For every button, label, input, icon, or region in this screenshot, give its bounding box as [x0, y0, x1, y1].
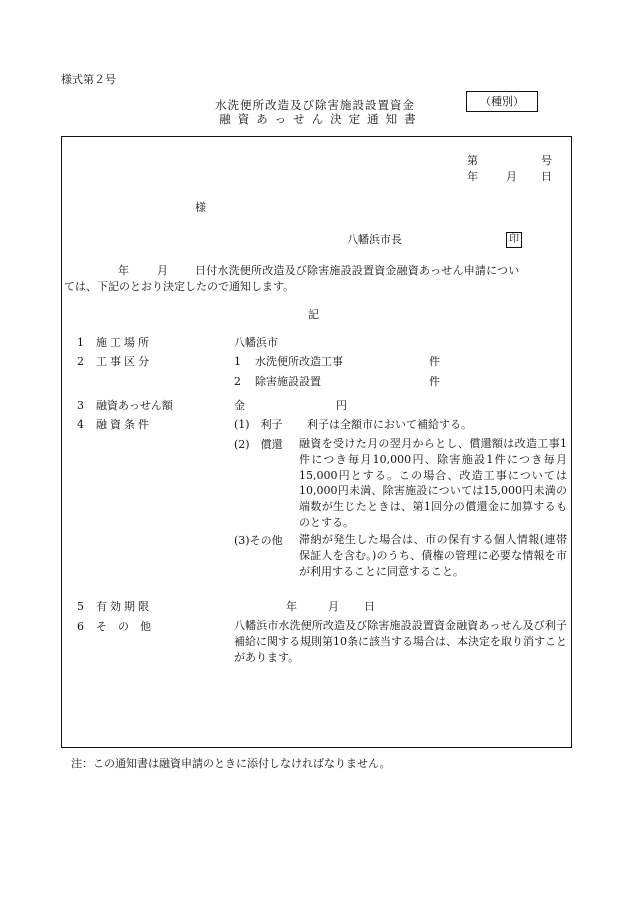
- type-box: （種別）: [466, 91, 538, 112]
- doc-date-month: 月: [506, 170, 517, 183]
- item-5-number: 5: [77, 600, 84, 613]
- item-2-label: 工事区分: [96, 355, 152, 368]
- validity-day: 日: [364, 600, 375, 613]
- item-1-value: 八幡浜市: [234, 336, 278, 349]
- item-3-prefix: 金: [234, 399, 245, 412]
- item-3-number: 3: [77, 399, 84, 412]
- addressee-suffix: 様: [195, 201, 206, 214]
- item-5-label: 有効期限: [96, 600, 152, 613]
- item-6-text: 八幡浜市水洗便所改造及び除害施設設置資金融資あっせん及び利子補給に関する規則第10条に該当する場合は、本決定を取り消すことがあります。: [234, 619, 567, 664]
- item-2-line2-unit: 件: [429, 375, 440, 388]
- item-4-label: 融資条件: [96, 418, 152, 431]
- condition-repayment-tag: (2) 償還: [234, 438, 283, 451]
- condition-repayment-text: 融資を受けた月の翌月からとし、償還額は改造工事1件につき毎月10,000円、除害施設1件につき毎月15,000円とする。この場合、改造工事については10,000円未満、除害施設については15,000円未満の端数が生じたときは、第1回分の償還金に加算するものとする。: [299, 437, 567, 529]
- item-2-line2-no: 2: [234, 375, 241, 388]
- notice-frame: [61, 136, 572, 748]
- item-1-label: 施工場所: [96, 336, 152, 349]
- item-4-number: 4: [77, 418, 84, 431]
- intro-year: 年: [118, 264, 129, 277]
- validity-year: 年: [286, 600, 297, 613]
- issuer: 八幡浜市長: [347, 233, 402, 246]
- item-3-unit: 円: [336, 399, 347, 412]
- ki-heading: 記: [308, 308, 319, 321]
- item-3-label: 融資あっせん額: [96, 399, 173, 412]
- condition-interest-text: 利子は全額市において補給する。: [307, 418, 472, 431]
- seal-mark: 印: [506, 232, 522, 248]
- doc-date-day: 日: [541, 170, 552, 183]
- validity-month: 月: [328, 600, 339, 613]
- item-6-number: 6: [77, 620, 84, 633]
- item-1-number: 1: [77, 336, 84, 349]
- item-2-line2-text: 除害施設設置: [255, 375, 321, 388]
- doc-number-dai: 第: [467, 154, 478, 167]
- footnote: 注：この通知書は融資申請のときに添付しなければなりません。: [71, 757, 391, 770]
- doc-date-year: 年: [467, 170, 478, 183]
- condition-other-text: 滞納が発生した場合は、市の保有する個人情報(連帯保証人を含む。)のうち、債権の管理に必要な情報を市が利用することに同意すること。: [299, 533, 567, 578]
- item-2-line1-text: 水洗便所改造工事: [255, 355, 343, 368]
- document-title-line2: 融資あっせん決定通知書: [219, 112, 423, 126]
- item-2-line1-no: 1: [234, 355, 241, 368]
- form-number: 様式第２号: [61, 73, 116, 86]
- condition-other-tag: (3)その他: [234, 534, 283, 547]
- item-2-line1-unit: 件: [429, 355, 440, 368]
- item-2-number: 2: [77, 355, 84, 368]
- intro-month: 月: [157, 264, 168, 277]
- condition-interest-tag: (1) 利子: [234, 418, 283, 431]
- document-title-line1: 水洗便所改造及び除害施設設置資金: [215, 98, 415, 112]
- intro-text-line2: ては、下記のとおり決定したので通知します。: [64, 280, 295, 293]
- doc-number-go: 号: [541, 154, 552, 167]
- intro-text-line1: 日付水洗便所改造及び除害施設設置資金融資あっせん申請につい: [195, 264, 520, 277]
- item-6-label: その他: [96, 620, 162, 633]
